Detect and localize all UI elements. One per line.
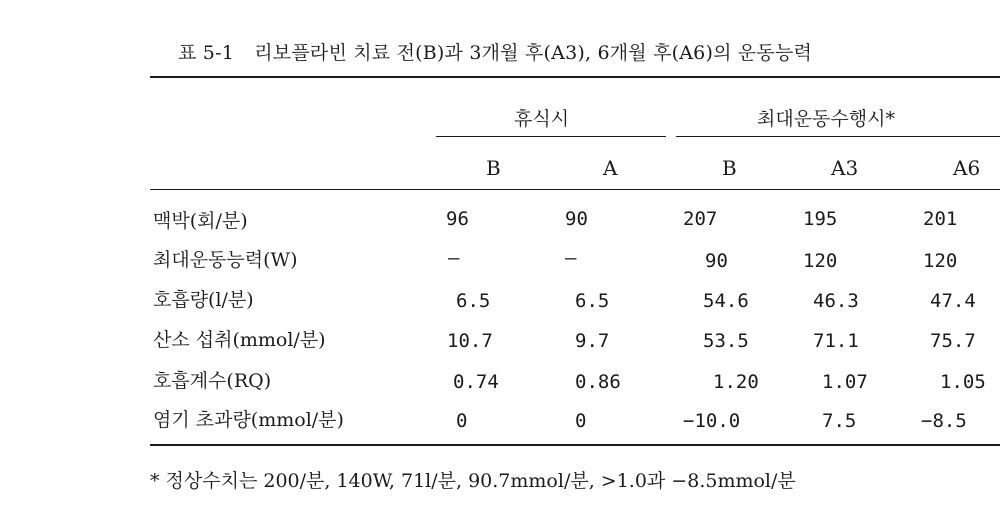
group-rule-exercise xyxy=(676,136,1000,137)
group-rule-rest xyxy=(436,136,666,137)
table-title: 리보플라빈 치료 전(B)과 3개월 후(A3), 6개월 후(A6)의 운동능력 xyxy=(254,42,813,64)
table-cell: −10.0 xyxy=(683,410,741,432)
column-header-rest-a: A xyxy=(603,156,618,180)
table-cell: 120 xyxy=(803,250,838,272)
table-cell: 195 xyxy=(803,208,838,230)
table-cell: 53.5 xyxy=(703,330,749,352)
row-label-oxygen-uptake: 산소 섭취(mmol/분) xyxy=(153,329,326,351)
header-rule xyxy=(150,189,1000,190)
table-cell: 10.7 xyxy=(447,330,493,352)
table-cell: 54.6 xyxy=(703,290,749,312)
table-cell: 46.3 xyxy=(813,290,859,312)
row-label-max-capacity: 최대운동능력(W) xyxy=(153,249,298,271)
row-label-ventilation: 호흡량(l/분) xyxy=(153,289,254,311)
table-cell: 6.5 xyxy=(575,290,610,312)
table-cell: 120 xyxy=(923,250,958,272)
group-header-rest: 휴식시 xyxy=(514,108,570,130)
top-rule xyxy=(150,76,1000,78)
table-cell: — xyxy=(565,247,577,269)
table-cell: 90 xyxy=(705,250,728,272)
table-cell: −8.5 xyxy=(921,410,967,432)
column-header-ex-a3: A3 xyxy=(831,156,859,180)
table-number: 표 5-1 xyxy=(178,42,234,64)
group-header-max-exercise: 최대운동수행시* xyxy=(757,108,895,130)
row-label-respiratory-quotient: 호흡계수(RQ) xyxy=(153,370,272,392)
table-cell: — xyxy=(448,247,460,269)
table-cell: 201 xyxy=(923,208,958,230)
row-label-base-excess: 염기 초과량(mmol/분) xyxy=(153,409,344,431)
table-cell: 7.5 xyxy=(822,410,857,432)
table-footnote: * 정상수치는 200/분, 140W, 71l/분, 90.7mmol/분, >1.0과 −8.5mmol/분 xyxy=(150,470,796,492)
table-cell: 207 xyxy=(683,208,718,230)
table-cell: 9.7 xyxy=(575,330,610,352)
table-cell: 75.7 xyxy=(930,330,976,352)
table-caption xyxy=(178,38,812,65)
table-cell: 1.07 xyxy=(822,371,868,393)
row-label-pulse: 맥박(회/분) xyxy=(153,210,248,232)
table-cell: 47.4 xyxy=(930,290,976,312)
table-cell: 1.05 xyxy=(940,371,986,393)
table-cell: 71.1 xyxy=(813,330,859,352)
column-header-ex-b: B xyxy=(722,156,737,180)
bottom-rule xyxy=(150,444,1000,446)
table-cell: 96 xyxy=(446,208,469,230)
table-cell: 6.5 xyxy=(456,290,491,312)
column-header-rest-b: B xyxy=(486,156,501,180)
table-cell: 0 xyxy=(456,410,468,432)
table-cell: 0.74 xyxy=(453,371,499,393)
table-cell: 1.20 xyxy=(713,371,759,393)
table-cell: 90 xyxy=(565,208,588,230)
table-cell: 0.86 xyxy=(575,371,621,393)
table-cell: 0 xyxy=(575,410,587,432)
column-header-ex-a6: A6 xyxy=(953,156,981,180)
